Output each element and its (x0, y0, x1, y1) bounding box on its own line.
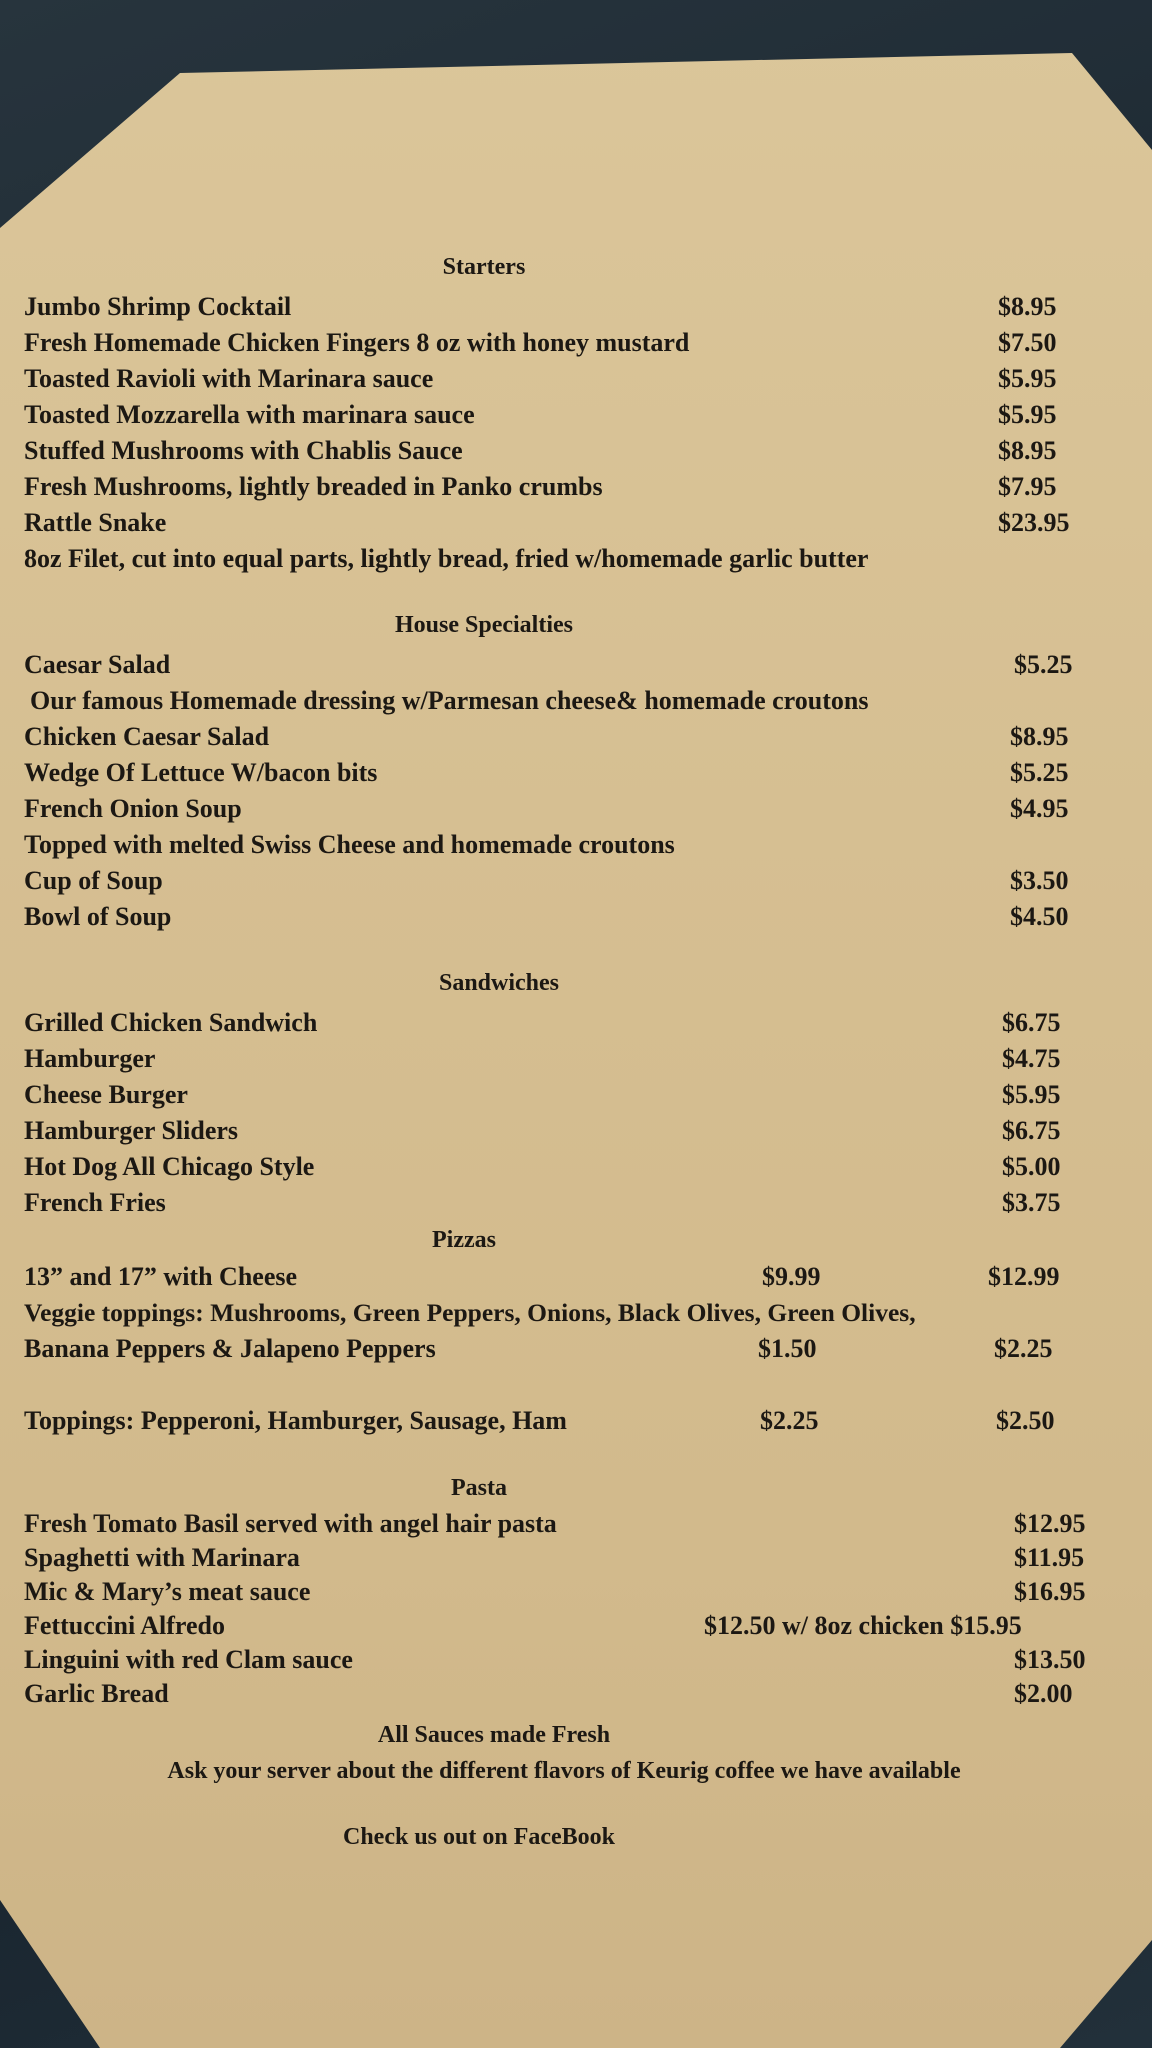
item-name: Stuffed Mushrooms with Chablis Sauce (24, 436, 463, 465)
pizzas-heading: Pizzas (432, 1227, 496, 1253)
price-13-inch: $9.99 (762, 1262, 821, 1291)
item-name: French Onion Soup (24, 794, 242, 823)
item-name: Garlic Bread (24, 1679, 169, 1708)
menu-item (24, 863, 1124, 899)
menu-item (24, 361, 1124, 397)
item-price: $6.75 (1002, 1008, 1061, 1037)
item-description: Our famous Homemade dressing w/Parmesan cheese& homemade croutons (30, 686, 869, 715)
item-name: Hamburger Sliders (24, 1116, 239, 1145)
item-name: Caesar Salad (24, 650, 171, 679)
menu-item (24, 791, 1124, 827)
menu-item (24, 1575, 1124, 1609)
menu-item (24, 1005, 1124, 1041)
item-price: $7.95 (998, 472, 1057, 501)
item-description: Topped with melted Swiss Cheese and homemade croutons (24, 830, 675, 859)
menu-item (24, 647, 1124, 683)
item-name: Chicken Caesar Salad (24, 722, 270, 751)
menu-item (24, 397, 1124, 433)
menu-item (24, 1149, 1124, 1185)
sandwiches-heading: Sandwiches (438, 970, 560, 996)
price-13-inch: $1.50 (758, 1334, 817, 1363)
item-price: $23.95 (998, 508, 1070, 537)
menu-item (24, 899, 1124, 935)
menu-content (24, 245, 1124, 1855)
house-specialties-heading: House Specialties (395, 612, 573, 638)
facebook-note: Check us out on FaceBook (342, 1824, 616, 1850)
price-17-inch: $12.99 (988, 1262, 1060, 1291)
menu-item (24, 289, 1124, 325)
item-price: $5.95 (998, 400, 1057, 429)
menu-item (24, 1677, 1124, 1711)
item-name: Banana Peppers & Jalapeno Peppers (24, 1334, 436, 1363)
menu-item (24, 469, 1124, 505)
item-price: $5.95 (998, 364, 1057, 393)
starters-heading: Starters (442, 254, 526, 280)
menu-item (24, 1041, 1124, 1077)
spacer (24, 1367, 1124, 1403)
menu-item (24, 719, 1124, 755)
item-price: $8.95 (998, 292, 1057, 321)
item-name: Jumbo Shrimp Cocktail (24, 292, 292, 321)
item-name: Cheese Burger (24, 1080, 188, 1109)
spacer (24, 577, 1124, 603)
sauces-note: All Sauces made Fresh (377, 1722, 611, 1748)
item-price: $3.50 (1010, 866, 1069, 895)
coffee-note: Ask your server about the different flavors of Keurig coffee we have available (167, 1758, 961, 1784)
menu-item (24, 1609, 1124, 1643)
menu-item (24, 1331, 1124, 1367)
menu-item (24, 1185, 1124, 1221)
item-description: 8oz Filet, cut into equal parts, lightly bread, fried w/homemade garlic butter (24, 544, 869, 573)
item-price: $8.95 (998, 436, 1057, 465)
item-price: $6.75 (1002, 1116, 1061, 1145)
menu-item (24, 1643, 1124, 1677)
item-price: $5.95 (1002, 1080, 1061, 1109)
item-name: Spaghetti with Marinara (24, 1543, 300, 1572)
item-price: $13.50 (1014, 1645, 1086, 1674)
item-price: $3.75 (1002, 1188, 1061, 1217)
item-price: $12.95 (1014, 1509, 1086, 1538)
item-name: Wedge Of Lettuce W/bacon bits (24, 758, 378, 787)
item-price: $16.95 (1014, 1577, 1086, 1606)
price-13-inch: $2.25 (760, 1406, 819, 1435)
item-price: $5.25 (1014, 650, 1073, 679)
price-17-inch: $2.50 (996, 1406, 1055, 1435)
item-name: Grilled Chicken Sandwich (24, 1008, 318, 1037)
item-price: $4.95 (1010, 794, 1069, 823)
item-name: Hot Dog All Chicago Style (24, 1152, 315, 1181)
item-name: Toppings: Pepperoni, Hamburger, Sausage, Ham (24, 1406, 567, 1435)
item-name: Fresh Mushrooms, lightly breaded in Panko crumbs (24, 472, 603, 501)
item-price: $8.95 (1010, 722, 1069, 751)
menu-item (24, 325, 1124, 361)
item-name: Linguini with red Clam sauce (24, 1645, 353, 1674)
item-name: Rattle Snake (24, 508, 167, 537)
item-price: $12.50 w/ 8oz chicken $15.95 (704, 1611, 1022, 1640)
item-name: 13” and 17” with Cheese (24, 1262, 298, 1291)
spacer (24, 935, 1124, 961)
menu-item (24, 1259, 1124, 1295)
item-name: Toasted Mozzarella with marinara sauce (24, 400, 475, 429)
item-price: $5.00 (1002, 1152, 1061, 1181)
price-17-inch: $2.25 (994, 1334, 1053, 1363)
pasta-heading: Pasta (451, 1475, 507, 1501)
menu-item (24, 755, 1124, 791)
item-price: $7.50 (998, 328, 1057, 357)
item-name: Bowl of Soup (24, 902, 172, 931)
item-name: Fresh Homemade Chicken Fingers 8 oz with honey mustard (24, 328, 690, 357)
menu-item (24, 505, 1124, 541)
menu-item (24, 1507, 1124, 1541)
menu-item (24, 1113, 1124, 1149)
item-description: Veggie toppings: Mushrooms, Green Peppers, Onions, Black Olives, Green Olives, (24, 1298, 916, 1327)
item-name: Cup of Soup (24, 866, 163, 895)
menu-item (24, 1403, 1124, 1439)
item-price: $5.25 (1010, 758, 1069, 787)
item-price: $11.95 (1014, 1543, 1085, 1572)
item-price: $4.75 (1002, 1044, 1061, 1073)
menu-item (24, 433, 1124, 469)
item-name: Mic & Mary’s meat sauce (24, 1577, 311, 1606)
menu-item (24, 1077, 1124, 1113)
menu-item (24, 1541, 1124, 1575)
item-name: Fresh Tomato Basil served with angel hair pasta (24, 1509, 557, 1538)
item-name: Fettuccini Alfredo (24, 1611, 225, 1640)
item-name: Toasted Ravioli with Marinara sauce (24, 364, 434, 393)
item-name: French Fries (24, 1188, 166, 1217)
item-price: $2.00 (1014, 1679, 1073, 1708)
item-price: $4.50 (1010, 902, 1069, 931)
spacer (24, 1439, 1124, 1469)
item-name: Hamburger (24, 1044, 156, 1073)
